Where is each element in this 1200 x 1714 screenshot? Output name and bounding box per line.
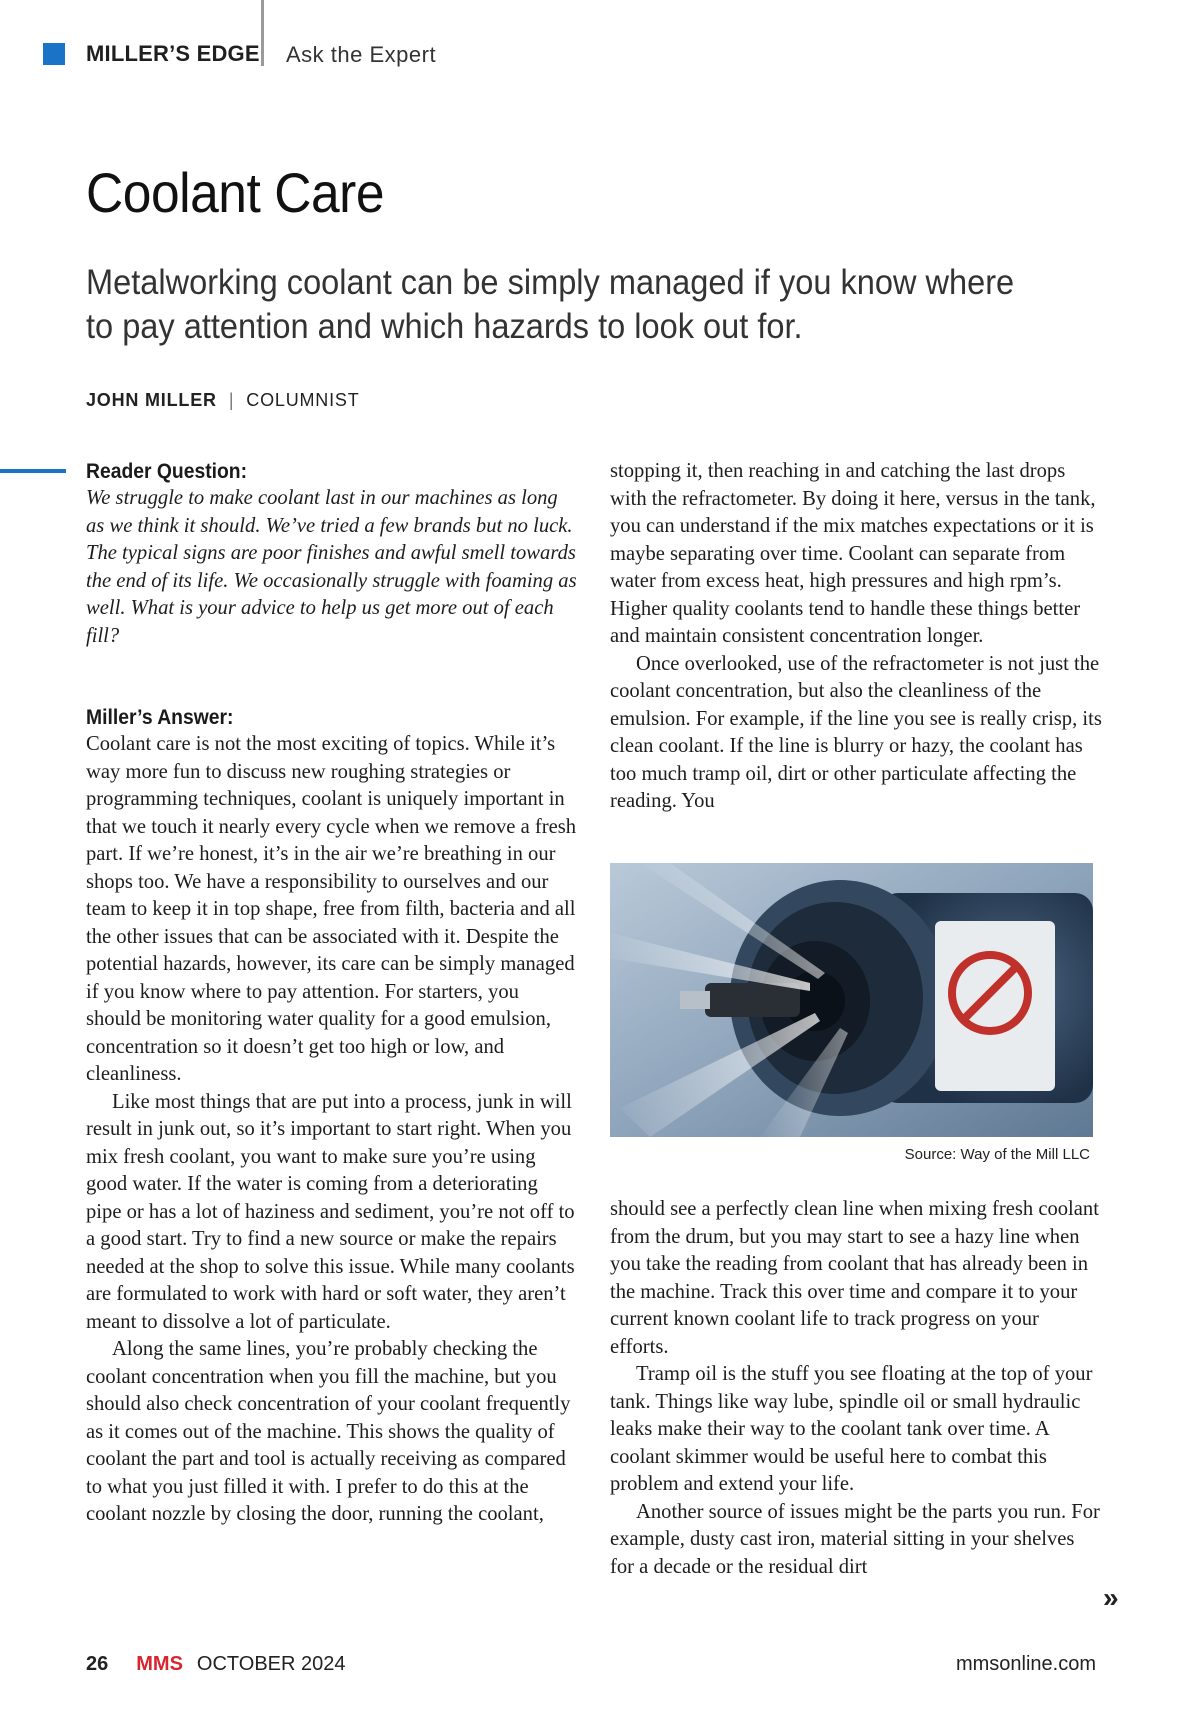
question-heading: Reader Question: — [86, 460, 248, 483]
body-paragraph: stopping it, then reaching in and catching the last drops with the refractometer. By doing it here, versus in the tank, you can understand if the mix matches expectations or it is maybe separating over time. Coolant can separate from water from excess heat, high pressures and high rpm’s. Higher quality coolants tend to handle these things better and maintain consistent concentration longer. — [610, 460, 1096, 647]
website-link[interactable]: mmsonline.com — [955, 1653, 1096, 1675]
byline-author: JOHN MILLER — [86, 390, 217, 410]
page-number: 26 — [86, 1653, 109, 1675]
coolant-spindle-photo — [610, 863, 1093, 1137]
question-text: We struggle to make coolant last in our machines as long as we think it should. We’ve tried a few brands but no luck. The typical signs are poor finishes and awful smell towards the end of its life. We occasionally struggle with foaming as well. What is your advice to help us get more out of each fill? — [86, 487, 577, 647]
byline-role: COLUMNIST — [246, 390, 360, 410]
magazine-name: MMS — [136, 1653, 183, 1675]
article-deck: Metalworking coolant can be simply managed if you know where to pay attention and which hazards to look out for. — [86, 263, 1015, 346]
section-title: MILLER’S EDGE — [86, 41, 260, 66]
body-paragraph: Another source of issues might be the parts you run. For example, dusty cast iron, material sitting in your shelves for a decade or the residual dirt — [610, 1500, 1100, 1578]
body-paragraph: Coolant care is not the most exciting of topics. While it’s way more fun to discuss new roughing strategies or programming techniques, coolant is uniquely important in that we touch it nearly every cycle when we remove a fresh part. If we’re honest, it’s in the air we’re breathing in our shops too. We have a responsibility to ourselves and our team to keep it in top shape, free from filth, bacteria and all the other issues that can be associated with it. Despite the potential hazards, however, its care can be simply managed if you know where to pay attention. For starters, you should be monitoring water quality for a good emulsion, concentration so it doesn’t get too high or low, and cleanliness. — [86, 733, 577, 1085]
right-column-top — [610, 458, 1102, 816]
answer-heading: Miller’s Answer: — [86, 706, 234, 729]
body-paragraph: should see a perfectly clean line when mixing fresh coolant from the drum, but you may start to see a hazy line when you take the reading from coolant that has already been in the machine. Track this over time and compare it to your current known coolant life to track progress on your efforts. — [610, 1198, 1099, 1358]
issue-date: OCTOBER 2024 — [196, 1653, 346, 1675]
article-title: Coolant Care — [86, 161, 385, 224]
right-column-bottom — [610, 1196, 1102, 1581]
byline — [86, 390, 360, 411]
body-paragraph: Like most things that are put into a process, junk in will result in junk out, so it’s important to start right. When you mix fresh coolant, you want to make sure you’re using good water. If the water is coming from a deteriorating pipe or has a lot of haziness and sediment, you’re not off to a good start. Try to find a new source or make the repairs needed at the shop to solve this issue. While many coolants are formulated to work with hard or soft water, they aren’t meant to dissolve a lot of particulate. — [86, 1090, 575, 1333]
header-divider — [261, 0, 264, 66]
photo-illustration — [610, 863, 1093, 1137]
photo-caption: Source: Way of the Mill LLC — [904, 1146, 1090, 1163]
double-chevron-right-icon: » — [1103, 1582, 1119, 1613]
section-marker-square — [43, 43, 65, 65]
byline-separator: | — [228, 390, 235, 410]
left-column-answer — [86, 704, 578, 1529]
left-column-question — [86, 458, 578, 650]
margin-accent-line — [0, 469, 66, 473]
page-footer — [86, 1653, 346, 1676]
body-paragraph: Tramp oil is the stuff you see floating at the top of your tank. Things like way lube, spindle oil or small hydraulic leaks make their way to the coolant tank over time. A coolant skimmer would be useful here to combat this problem and extend your life. — [610, 1363, 1093, 1495]
section-subtitle: Ask the Expert — [286, 42, 437, 67]
body-paragraph: Along the same lines, you’re probably checking the coolant concentration when you fill the machine, but you should also check concentration of your coolant frequently as it comes out of the machine. This shows the quality of coolant the part and tool is actually receiving as compared to what you just filled it with. I prefer to do this at the coolant nozzle by closing the door, running the coolant, — [86, 1338, 571, 1525]
body-paragraph: Once overlooked, use of the refractometer is not just the coolant concentration, but also the cleanliness of the emulsion. For example, if the line you see is really crisp, its clean coolant. If the line is blurry or hazy, the coolant has too much tramp oil, dirt or other particulate affecting the reading. You — [610, 652, 1102, 812]
